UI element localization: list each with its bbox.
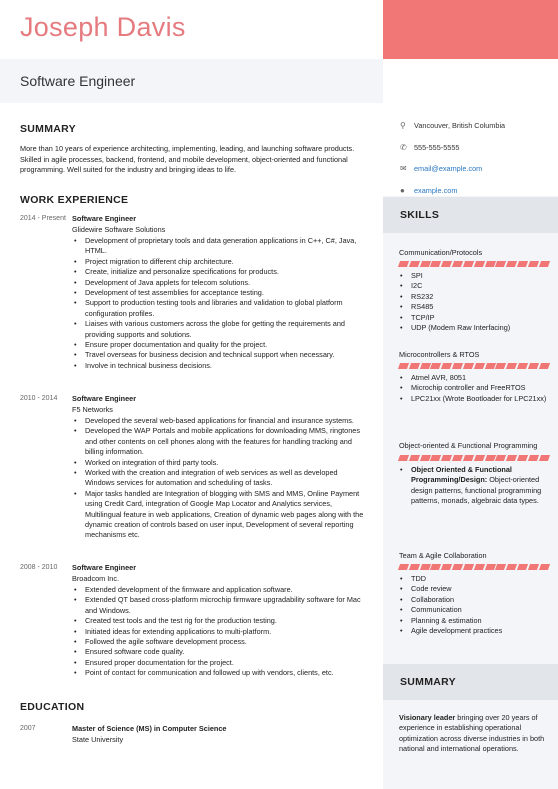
job-role: Software Engineer bbox=[72, 214, 137, 223]
job-dates: 2010 - 2014 bbox=[20, 395, 58, 402]
location-pin-icon: ⚲ bbox=[400, 121, 406, 131]
education-dates: 2007 bbox=[20, 725, 36, 732]
skills-group-microcontrollers bbox=[399, 350, 549, 404]
skill-item: • RS485 bbox=[399, 302, 549, 312]
skills-group-agile bbox=[399, 551, 549, 636]
candidate-name: Joseph Davis bbox=[20, 12, 186, 42]
job-bullet: • Support to production testing tools and libraries and validation to global platform configuration profiles. bbox=[72, 298, 366, 319]
phone-icon: ✆ bbox=[400, 142, 407, 152]
job-bullet: • Worked with the creation and integration of web services as well as developed Windows services for automation and scheduling of tasks. bbox=[72, 468, 366, 489]
skill-level-bar bbox=[399, 564, 549, 570]
job-dates: 2008 - 2010 bbox=[20, 564, 58, 571]
skills-group-communication bbox=[399, 248, 549, 333]
skill-item: • Collaboration bbox=[399, 595, 549, 605]
summary-section bbox=[20, 123, 366, 176]
accent-block bbox=[383, 0, 558, 59]
education-heading: EDUCATION bbox=[20, 701, 85, 713]
job-bullet: • Ensure proper documentation and quality for the project. bbox=[72, 340, 366, 350]
skill-item: • UDP (Modem Raw Interfacing) bbox=[399, 323, 549, 333]
skill-item: • RS232 bbox=[399, 292, 549, 302]
title-band-right bbox=[383, 59, 558, 103]
skill-item: • LPC21xx (Wrote Bootloader for LPC21xx) bbox=[399, 394, 549, 404]
job-bullet: • Development of proprietary tools and data generation applications in C++, C#, Java, HTML. bbox=[72, 236, 366, 257]
skills-heading: SKILLS bbox=[383, 197, 558, 233]
job-role: Software Engineer bbox=[72, 394, 137, 403]
job-bullet: • Major tasks handled are Integration of blogging with SMS and MMS, Online Payment using Credit Card, integration of Google Map Locator and Analytics services, Multilingual feature in web applications, Creation of dynamic web pages along with the dynamic creation of controls based on user input, Development of several reporting mechanisms etc. bbox=[72, 489, 366, 541]
contact-email[interactable]: ✉ email@example.com bbox=[400, 164, 483, 174]
skill-item: • I2C bbox=[399, 281, 549, 291]
job-dates: 2014 - Present bbox=[20, 215, 66, 222]
job-bullet: • Travel overseas for business decision and technical support when necessary. bbox=[72, 350, 366, 360]
job-bullet: • Worked on integration of third party tools. bbox=[72, 458, 366, 468]
skill-item: • Microchip controller and FreeRTOS bbox=[399, 383, 549, 393]
skill-category: Team & Agile Collaboration bbox=[399, 551, 487, 560]
education-school: State University bbox=[72, 734, 124, 744]
job-bullet: • Developed the several web-based applications for financial and insurance systems. bbox=[72, 416, 366, 426]
job-bullet: • Development of test assemblies for acceptance testing. bbox=[72, 288, 366, 298]
job-bullet: • Development of Java applets for telecom solutions. bbox=[72, 278, 366, 288]
skill-item: • Code review bbox=[399, 584, 549, 594]
experience-heading: WORK EXPERIENCE bbox=[20, 194, 129, 206]
job-bullet: • Ensured proper documentation for the project. bbox=[72, 658, 366, 668]
education-degree: Master of Science (MS) in Computer Science bbox=[72, 724, 227, 733]
skill-item: • Communication bbox=[399, 605, 549, 615]
skill-item: • TCP/IP bbox=[399, 313, 549, 323]
summary-heading: SUMMARY bbox=[20, 123, 76, 135]
contact-phone: ✆ 555-555-5555 bbox=[400, 142, 460, 152]
skills-group-oop bbox=[399, 441, 549, 507]
skill-item: • TDD bbox=[399, 574, 549, 584]
job-role: Software Engineer bbox=[72, 563, 137, 572]
job-company: Glidewire Software Solutions bbox=[72, 224, 166, 234]
job-bullet: • Created test tools and the test rig for the production testing. bbox=[72, 616, 366, 626]
job-bullet: • Developed the WAP Portals and mobile applications for downloading MMS, ringtones and other contents on cell phones along with the features for handling tracking and billing information. bbox=[72, 426, 366, 457]
contact-location: ⚲ Vancouver, British Columbia bbox=[400, 121, 506, 131]
job-bullet: • Point of contact for communication and followed up with vendors, clients, etc. bbox=[72, 668, 366, 678]
summary-text: More than 10 years of experience architecting, implementing, leading, and launching software products. Skilled in agile processes, backend, frontend, and mobile development, object-oriented and functional programming. Well suited for the industry and bringing ideas to life. bbox=[20, 144, 355, 175]
education-section bbox=[20, 701, 366, 713]
job-bullet: • Extended QT based cross-platform microchip firmware upgradability software for Mac and Windows. bbox=[72, 595, 366, 616]
job-bullet: • Extended development of the firmware and application software. bbox=[72, 585, 366, 595]
side-summary-text: Visionary leader bringing over 20 years of experience in establishing operational optimization across diverse industries in both national and international operations. bbox=[399, 713, 545, 753]
job-bullet: • Ensured software code quality. bbox=[72, 647, 366, 657]
envelope-icon: ✉ bbox=[400, 164, 407, 174]
skill-item: • SPI bbox=[399, 271, 549, 281]
globe-icon: ● bbox=[400, 185, 405, 195]
skill-item: • Atmel AVR, 8051 bbox=[399, 373, 549, 383]
skill-level-bar bbox=[399, 363, 549, 369]
skill-item: • Agile development practices bbox=[399, 626, 549, 636]
skill-item: • Planning & estimation bbox=[399, 616, 549, 626]
job-bullet: • Create, initialize and personalize specifications for products. bbox=[72, 267, 366, 277]
job-company: F5 Networks bbox=[72, 404, 113, 414]
job-company: Broadcom Inc. bbox=[72, 573, 120, 583]
job-bullet: • Initiated ideas for extending applications to multi-platform. bbox=[72, 627, 366, 637]
job-bullet: • Involve in technical business decisions. bbox=[72, 361, 366, 371]
side-summary-heading: SUMMARY bbox=[383, 664, 558, 700]
skill-level-bar bbox=[399, 261, 549, 267]
skill-level-bar bbox=[399, 455, 549, 461]
skill-category: Microcontrollers & RTOS bbox=[399, 350, 480, 359]
contact-website[interactable]: ● example.com bbox=[400, 185, 458, 195]
job-bullet: • Followed the agile software development process. bbox=[72, 637, 366, 647]
skill-category: Communication/Protocols bbox=[399, 248, 483, 257]
job-bullet: • Liaises with various customers across the globe for getting the requirements and providing supports and solutions. bbox=[72, 319, 366, 340]
skill-category: Object-oriented & Functional Programming bbox=[399, 441, 538, 450]
skill-item: • Object Oriented & Functional Programming/Design: Object-oriented design patterns, functional programming patterns, monads, algebraic data types. bbox=[399, 465, 549, 507]
job-title: Software Engineer bbox=[20, 73, 136, 89]
job-bullet: • Project migration to different chip architecture. bbox=[72, 257, 366, 267]
experience-section bbox=[20, 194, 366, 206]
contact-block bbox=[383, 103, 558, 196]
